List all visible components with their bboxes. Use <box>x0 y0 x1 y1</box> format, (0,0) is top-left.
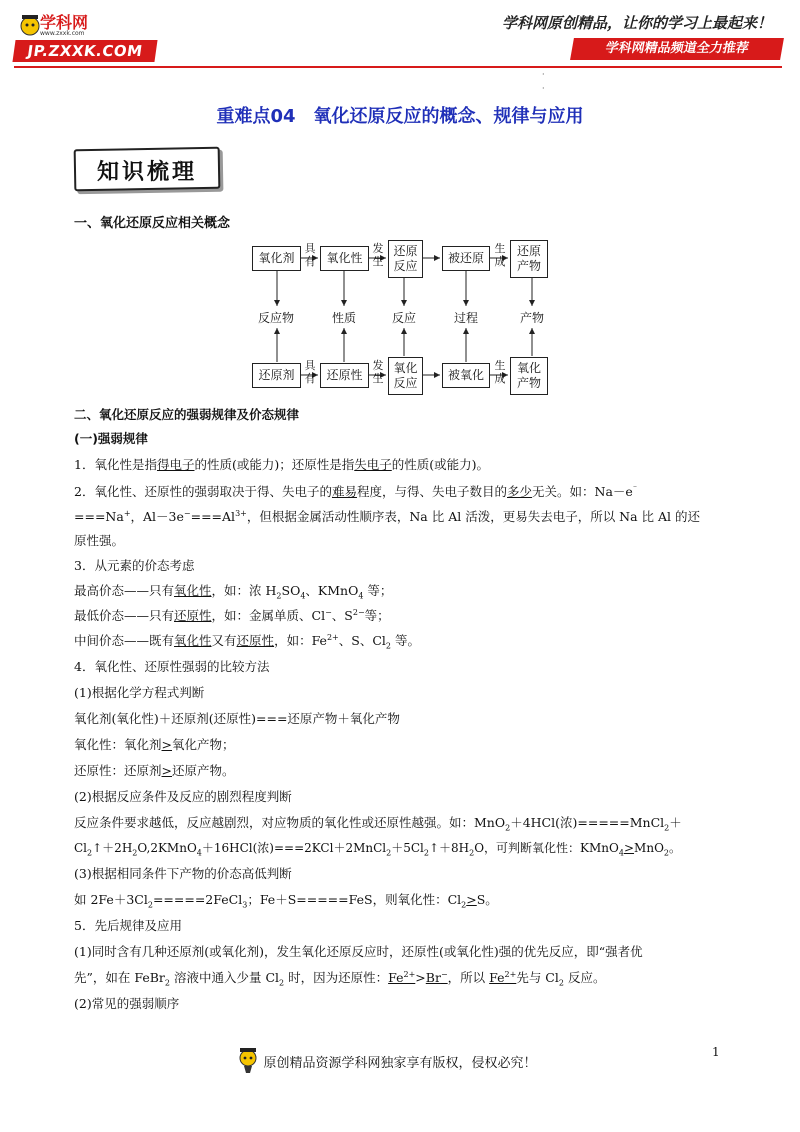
paragraph-3c: 中间价态——既有氧化性又有还原性，如：$Fe^{2+}$、S、$Cl_2$ 等。 <box>74 632 420 651</box>
header-slogan: 学科网原创精品，让你的学习上最起来！ <box>501 14 772 32</box>
paragraph-5b: 先”，如在 FeBr$_2$ 溶液中通入少量 $Cl_2$ 时，因为还原性：$Fe^{2+}>Br^-$，所以 $Fe^{2+}$先与 $Cl_2$ 反应。 <box>74 969 606 988</box>
paragraph-4c: 氧化性：氧化剂>氧化产物； <box>74 737 235 752</box>
middle-label: 性质 <box>332 311 357 325</box>
paragraph-3: 3．从元素的价态考虑 <box>74 558 195 573</box>
section-badge <box>74 148 220 190</box>
paragraph-4i: 如 $2Fe+3Cl_2=====2FeCl_3$；Fe＋S=====FeS，则氧化性：$Cl_2>S$。 <box>74 892 498 910</box>
heading-strength: (一)强弱规律 <box>74 431 148 446</box>
brand-url[interactable]: JP.ZXXK.COM <box>12 40 157 62</box>
paragraph-2-line-3: 原性强。 <box>74 533 125 548</box>
box-oxidized: 被氧化 <box>442 363 490 388</box>
paragraph-4b: 氧化剂(氧化性)＋还原剂(还原性)===还原产物＋氧化产物 <box>74 711 400 726</box>
box-reduction-product: 还原产物 <box>510 240 548 278</box>
dot-mark: · <box>542 70 545 79</box>
link-label: 具有 <box>304 359 316 385</box>
link-label: 具有 <box>304 242 316 268</box>
box-oxidizing-property: 氧化性 <box>320 246 369 271</box>
paragraph-2-line-2: ===Na+，$Al-3e^-===Al^{3+}$，但根据金属活动性顺序表，Na 比 Al 活泼，更易失去电子，所以 Na 比 Al 的还 <box>74 508 701 524</box>
page-title: 重难点04 氧化还原反应的概念、规律与应用 <box>216 106 584 127</box>
box-reductant: 还原剂 <box>252 363 301 388</box>
copyright-footer: 原创精品资源学科网独家享有版权，侵权必究！ <box>263 1056 537 1071</box>
middle-label: 产物 <box>520 311 545 325</box>
dot-mark: · <box>542 84 545 93</box>
paragraph-2: 2．氧化性、还原性的强弱取决于得、失电子的难易程度，与得、失电子数目的多少无关。如：Na－e⁻ <box>74 483 638 499</box>
paragraph-4a: (1)根据化学方程式判断 <box>74 685 205 700</box>
middle-label: 反应 <box>392 311 417 325</box>
paragraph-4f: 反应条件要求越低，反应越剧烈，对应物质的氧化性或还原性越强。如：MnO$_2$＋4HCl(浓)=====MnCl$_2$＋ <box>74 815 682 833</box>
page-number: 1 <box>712 1045 720 1059</box>
brand-sub: www.zxxk.com <box>40 30 85 37</box>
link-label: 生成 <box>494 359 506 385</box>
paragraph-5c: (2)常见的强弱顺序 <box>74 996 180 1011</box>
section-badge-label: 知识梳理 <box>96 159 197 185</box>
paragraph-4h: (3)根据相同条件下产物的价态高低判断 <box>74 866 292 881</box>
box-reduced: 被还原 <box>442 246 490 271</box>
box-reducing-property: 还原性 <box>320 363 369 388</box>
link-label: 发生 <box>372 359 384 385</box>
paragraph-3b: 最低价态——只有还原性，如：金属单质、Cl−、$S^{2-}$等； <box>74 607 390 623</box>
box-reduction-reaction: 还原反应 <box>388 240 423 278</box>
paragraph-5: 5．先后规律及应用 <box>74 918 182 933</box>
paragraph-4d: 还原性：还原剂>还原产物。 <box>74 763 235 778</box>
link-label: 发生 <box>372 242 384 268</box>
channel-banner: 学科网精品频道全力推荐 <box>570 38 784 60</box>
heading-rules: 二、氧化还原反应的强弱规律及价态规律 <box>74 407 300 422</box>
paragraph-4g: $Cl_2↑+2H_2O,2KMnO_4+16HCl$(浓)$===2KCl+2MnCl_2+5Cl_2↑+8H_2O$，可判断氧化性：KMnO$_4$>MnO$_2$。 <box>74 841 682 858</box>
link-label: 生成 <box>494 242 506 268</box>
box-oxidant: 氧化剂 <box>252 246 301 271</box>
middle-label: 反应物 <box>258 311 295 325</box>
middle-label: 过程 <box>454 311 479 325</box>
paragraph-3a: 最高价态——只有氧化性，如：浓 $H_2SO_4$、KMnO$_4$ 等； <box>74 583 393 601</box>
heading-concepts: 一、氧化还原反应相关概念 <box>74 216 231 231</box>
paragraph-1: 1．氧化性是指得电子的性质(或能力)；还原性是指失电子的性质(或能力)。 <box>74 457 490 472</box>
box-oxidation-reaction: 氧化反应 <box>388 357 423 395</box>
paragraph-5a: (1)同时含有几种还原剂(或氧化剂)，发生氧化还原反应时，还原性(或氧化性)强的优先反应，即“强者优 <box>74 944 643 959</box>
paragraph-4: 4．氧化性、还原性强弱的比较方法 <box>74 659 270 674</box>
paragraph-4e: (2)根据反应条件及反应的剧烈程度判断 <box>74 789 292 804</box>
box-oxidation-product: 氧化产物 <box>510 357 548 395</box>
header-divider <box>14 66 782 68</box>
brand-name: 学科网 <box>40 13 89 32</box>
